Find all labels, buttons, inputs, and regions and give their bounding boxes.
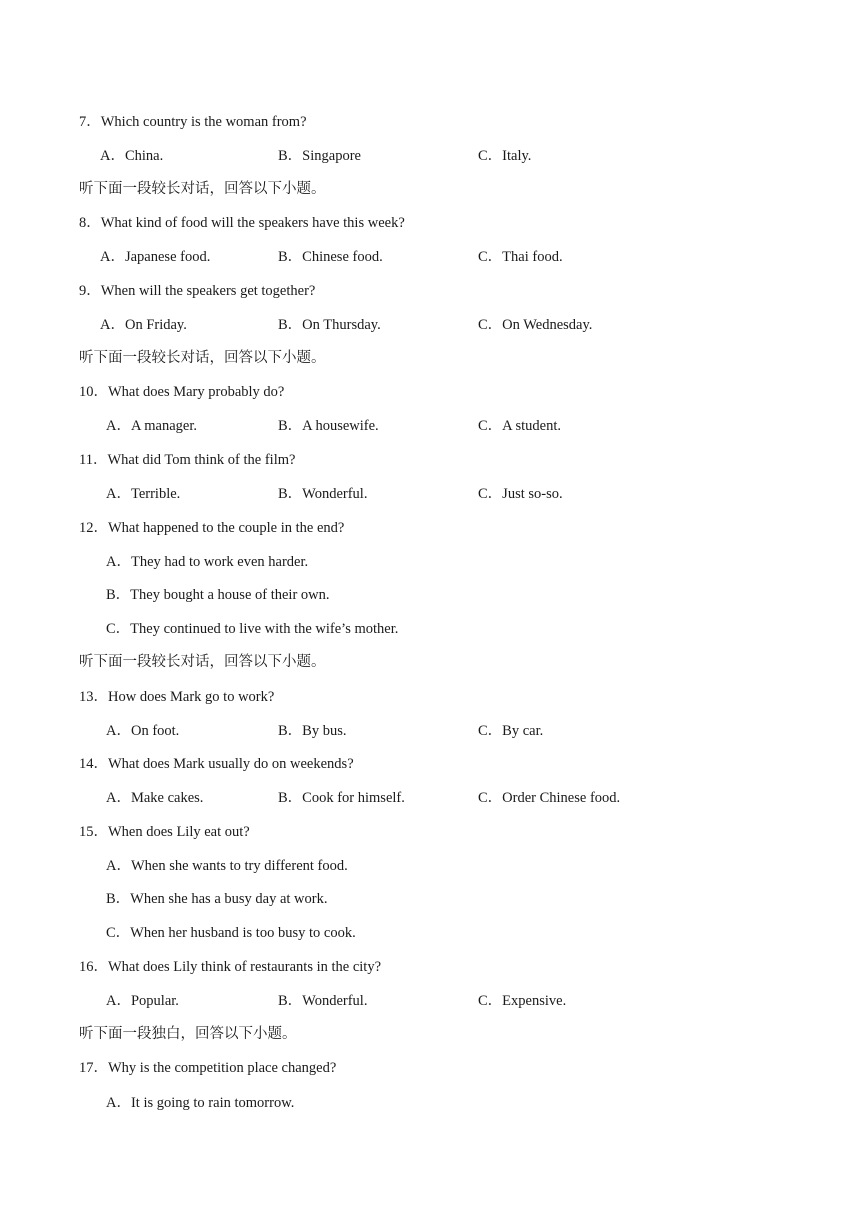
option-a: A．Terrible.: [106, 486, 181, 502]
option-b: B．Chinese food.: [278, 249, 383, 265]
option-a: A．They had to work even harder.: [106, 554, 309, 570]
option-a: A．It is going to rain tomorrow.: [106, 1095, 295, 1111]
question-14-stem: 14．What does Mark usually do on weekends?: [79, 756, 354, 772]
option-b: B．Singapore: [278, 148, 361, 164]
section-instruction: 听下面一段独白，回答以下小题。: [79, 1026, 297, 1042]
question-16-options: [0, 992, 860, 1010]
question-9-options: [0, 316, 860, 334]
option-c: C．By car.: [478, 723, 544, 739]
option-c: C．Just so-so.: [478, 486, 563, 502]
option-b: B．Wonderful.: [278, 486, 368, 502]
section-instruction: 听下面一段较长对话，回答以下小题。: [79, 181, 326, 197]
question-13-options: [0, 722, 860, 740]
option-a: A．A manager.: [106, 418, 198, 434]
option-b: B．On Thursday.: [278, 317, 381, 333]
option-a: A．On Friday.: [100, 317, 187, 333]
question-16-stem: 16．What does Lily think of restaurants in the city?: [79, 959, 382, 975]
option-a: A．Make cakes.: [106, 790, 204, 806]
question-15-stem: 15．When does Lily eat out?: [79, 824, 250, 840]
option-c: C．A student.: [478, 418, 561, 434]
question-9-stem: 9．When will the speakers get together?: [79, 283, 316, 299]
option-c: C．Italy.: [478, 148, 532, 164]
option-b: B．Wonderful.: [278, 993, 368, 1009]
option-b: B．Cook for himself.: [278, 790, 405, 806]
question-8-options: [0, 248, 860, 266]
question-10-options: [0, 417, 860, 435]
option-c: C．Thai food.: [478, 249, 563, 265]
option-c: C．Order Chinese food.: [478, 790, 621, 806]
option-c: C．They continued to live with the wife’s mother.: [106, 621, 399, 637]
question-11-stem: 11．What did Tom think of the film?: [79, 452, 296, 468]
option-a: A．China.: [100, 148, 164, 164]
option-c: C．On Wednesday.: [478, 317, 593, 333]
question-8-stem: 8．What kind of food will the speakers have this week?: [79, 215, 405, 231]
question-13-stem: 13．How does Mark go to work?: [79, 689, 275, 705]
question-11-options: [0, 485, 860, 503]
option-b: B．When she has a busy day at work.: [106, 891, 328, 907]
section-instruction: 听下面一段较长对话，回答以下小题。: [79, 350, 326, 366]
option-a: A．Popular.: [106, 993, 179, 1009]
section-instruction: 听下面一段较长对话，回答以下小题。: [79, 654, 326, 670]
option-b: B．They bought a house of their own.: [106, 587, 330, 603]
question-7-options: [0, 147, 860, 165]
option-a: A．When she wants to try different food.: [106, 858, 348, 874]
question-17-stem: 17．Why is the competition place changed?: [79, 1060, 337, 1076]
question-12-stem: 12．What happened to the couple in the end?: [79, 520, 345, 536]
option-c: C．When her husband is too busy to cook.: [106, 925, 356, 941]
option-a: A．On foot.: [106, 723, 180, 739]
question-14-options: [0, 789, 860, 807]
option-a: A．Japanese food.: [100, 249, 211, 265]
question-7-stem: 7．Which country is the woman from?: [79, 114, 307, 130]
option-b: B．A housewife.: [278, 418, 379, 434]
option-b: B．By bus.: [278, 723, 347, 739]
question-10-stem: 10．What does Mary probably do?: [79, 384, 285, 400]
option-c: C．Expensive.: [478, 993, 567, 1009]
